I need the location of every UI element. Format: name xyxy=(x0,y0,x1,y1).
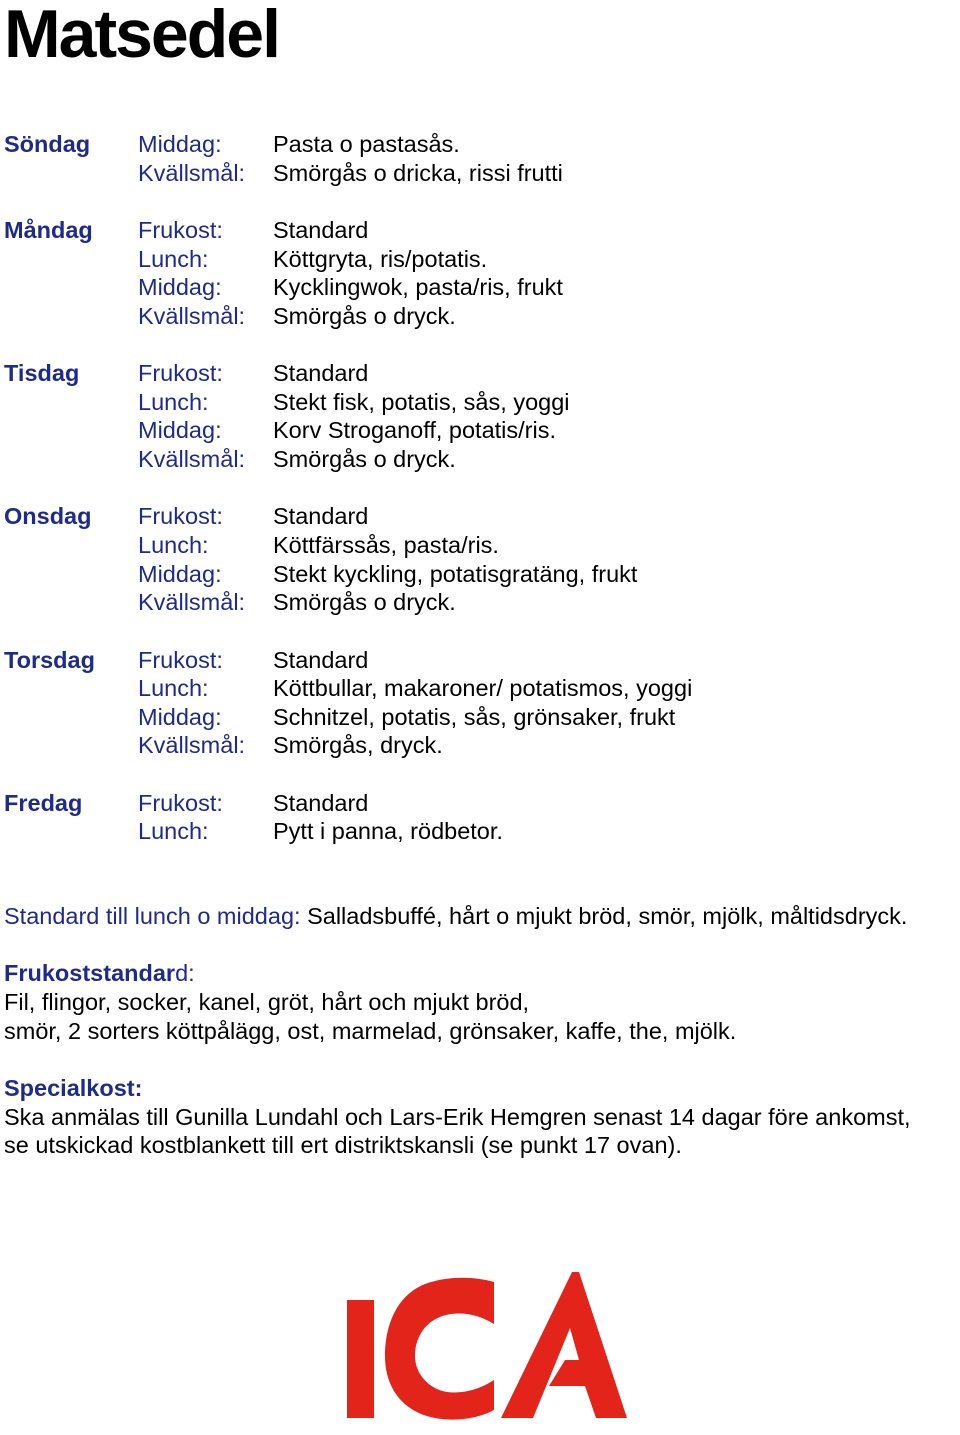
meal-label: Middag: xyxy=(138,131,222,157)
day-name: Fredag xyxy=(4,789,83,816)
meal-label: Lunch: xyxy=(138,675,209,702)
meal-label: Lunch: xyxy=(138,818,209,845)
dish-text: Standard xyxy=(273,360,369,387)
dish-text: Standard xyxy=(273,789,369,816)
ica-logo-graphic xyxy=(343,1272,628,1420)
breakfast-line-1: Fil, flingor, socker, kanel, gröt, hårt och mjukt bröd, xyxy=(4,988,530,1015)
breakfast-label-rest: d: xyxy=(175,960,195,987)
dish-text: Köttbullar, makaroner/ potatismos, yoggi xyxy=(273,675,693,702)
dish-text: Pytt i panna, rödbetor. xyxy=(273,818,503,845)
day-name: Söndag xyxy=(4,131,91,157)
meal-label: Middag: xyxy=(138,417,222,444)
dish-text: Korv Stroganoff, potatis/ris. xyxy=(273,417,557,444)
dish-text: Köttfärssås, pasta/ris. xyxy=(273,531,499,558)
meal-label: Frukost: xyxy=(138,216,223,243)
dish-text: Smörgås o dryck. xyxy=(273,445,456,472)
dish-text: Schnitzel, potatis, sås, grönsaker, frukt xyxy=(273,703,676,730)
day-name: Onsdag xyxy=(4,503,92,530)
standard-note-label: Standard till lunch o middag: xyxy=(4,903,301,929)
breakfast-label-bold: Frukoststandar xyxy=(4,960,176,987)
dish-text: Smörgås o dryck. xyxy=(273,589,456,616)
meal-label: Lunch: xyxy=(138,388,209,415)
special-line-2: se utskickad kostblankett till ert distriktskansli (se punkt 17 ovan). xyxy=(4,1132,682,1159)
meal-label: Kvällsmål: xyxy=(138,589,246,616)
dish-text: Stekt kyckling, potatisgratäng, frukt xyxy=(273,560,638,587)
dish-text: Stekt fisk, potatis, sås, yoggi xyxy=(273,388,570,415)
dish-text: Standard xyxy=(273,503,369,530)
meal-label: Kvällsmål: xyxy=(138,302,246,329)
day-name: Tisdag xyxy=(4,360,80,387)
dish-text: Kycklingwok, pasta/ris, frukt xyxy=(273,274,563,301)
day-name: Torsdag xyxy=(4,646,95,673)
day-name: Måndag xyxy=(4,216,93,243)
dish-text: Standard xyxy=(273,646,369,673)
meal-label: Frukost: xyxy=(138,789,223,816)
standard-note xyxy=(4,902,960,931)
menu-notes xyxy=(4,902,960,1160)
meal-label: Frukost: xyxy=(138,503,223,530)
breakfast-heading xyxy=(4,959,960,988)
meal-label: Kvällsmål: xyxy=(138,445,246,472)
meal-label: Kvällsmål: xyxy=(138,732,246,759)
special-label: Specialkost: xyxy=(4,1074,143,1101)
standard-note-text: Salladsbuffé, hårt o mjukt bröd, smör, mjölk, måltidsdryck. xyxy=(300,903,908,929)
meal-label: Kvällsmål: xyxy=(138,159,246,186)
meal-label: Lunch: xyxy=(138,245,209,272)
dish-text: Smörgås o dryck. xyxy=(273,302,456,329)
dish-text: Smörgås o dricka, rissi frutti xyxy=(273,159,563,186)
meal-label: Frukost: xyxy=(138,646,223,673)
meal-label: Frukost: xyxy=(138,360,223,387)
meal-label: Middag: xyxy=(138,274,222,301)
dish-text: Smörgås, dryck. xyxy=(273,732,443,759)
meal-label: Middag: xyxy=(138,560,222,587)
meal-label: Middag: xyxy=(138,703,222,730)
special-line-1: Ska anmälas till Gunilla Lundahl och Lars-Erik Hemgren senast 14 dagar före ankomst, xyxy=(4,1103,911,1130)
dish-text: Köttgryta, ris/potatis. xyxy=(273,245,488,272)
page-title: Matsedel xyxy=(4,0,279,72)
ica-logo xyxy=(343,1272,628,1420)
dish-text: Standard xyxy=(273,216,369,243)
dish-text: Pasta o pastasås. xyxy=(273,131,460,157)
meal-label: Lunch: xyxy=(138,531,209,558)
breakfast-line-2: smör, 2 sorters köttpålägg, ost, marmelad, grönsaker, kaffe, the, mjölk. xyxy=(4,1017,737,1044)
